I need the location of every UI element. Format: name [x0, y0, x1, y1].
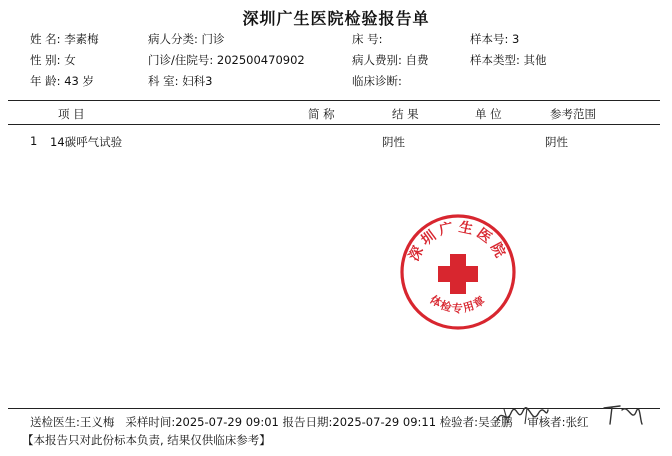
sample-type-field: [470, 53, 547, 67]
sample-time-value: 2025-07-29 09:01: [175, 415, 279, 429]
patient-category-field: [148, 32, 225, 46]
category-value: 门诊: [201, 32, 225, 46]
reviewer-signature: [600, 402, 644, 428]
diagnosis-label: 临床诊断:: [352, 74, 402, 88]
visit-value: 202500470902: [216, 53, 305, 67]
department-value: 妇科3: [182, 74, 213, 88]
sample-number-field: [470, 32, 519, 46]
seal-top-text: 深圳广生医院: [406, 219, 510, 264]
bed-field: [352, 32, 383, 46]
report-date-label: 报告日期:: [282, 415, 333, 429]
table-top-divider: [8, 100, 660, 101]
row-number: 1: [30, 134, 38, 148]
header-unit: 单 位: [475, 107, 502, 121]
report-title: 深圳广生医院检验报告单: [242, 9, 430, 28]
sex-label: 性 别:: [30, 53, 61, 67]
sample-number-value: 3: [512, 32, 520, 46]
header-result: 结 果: [392, 107, 419, 121]
report-disclaimer: 【本报告只对此份标本负责, 结果仅供临床参考】: [22, 433, 271, 447]
category-label: 病人分类:: [148, 32, 198, 46]
visit-number-field: [148, 53, 305, 67]
hospital-seal-stamp: [398, 212, 518, 332]
patient-sex-field: [30, 53, 76, 67]
department-field: [148, 74, 213, 88]
tester-label: 检验者:: [439, 415, 479, 429]
row-item: 14碳呼气试验: [50, 135, 123, 149]
bed-label: 床 号:: [352, 32, 383, 46]
header-abbreviation: 简 称: [308, 107, 335, 121]
name-value: 李素梅: [64, 32, 99, 46]
sample-number-label: 样本号:: [470, 32, 509, 46]
header-reference-range: 参考范围: [550, 107, 596, 121]
header-item: 项 目: [58, 107, 85, 121]
patient-age-field: [30, 74, 94, 88]
fee-type-field: [352, 53, 429, 67]
row-result: 阴性: [382, 135, 405, 149]
sample-type-value: 其他: [523, 53, 547, 67]
doctor-label: 送检医生:: [30, 415, 80, 429]
patient-name-field: [30, 32, 99, 46]
clinical-diagnosis-field: [352, 74, 402, 88]
footer-divider: [8, 408, 660, 409]
tester-value: 吴金鹏: [478, 415, 513, 429]
age-value: 43 岁: [64, 74, 94, 88]
fee-label: 病人费别:: [352, 53, 402, 67]
sex-value: 女: [64, 53, 76, 67]
red-cross-icon: [438, 254, 478, 294]
sample-type-label: 样本类型:: [470, 53, 520, 67]
table-header-divider: [8, 124, 660, 125]
fee-value: 自费: [405, 53, 429, 67]
age-label: 年 龄:: [30, 74, 61, 88]
reviewer-label: 审核者:: [527, 415, 566, 429]
tester-signature: [494, 403, 550, 429]
seal-bottom-text: 体检专用章: [427, 292, 489, 316]
report-date-value: 2025-07-29 09:11: [332, 415, 437, 429]
visit-label: 门诊/住院号:: [148, 53, 214, 67]
sample-time-label: 采样时间:: [125, 415, 176, 429]
department-label: 科 室:: [148, 74, 179, 88]
doctor-value: 王义梅: [79, 415, 115, 429]
reviewer-value: 张红: [565, 415, 589, 429]
row-reference-range: 阴性: [545, 135, 568, 149]
name-label: 姓 名:: [30, 32, 61, 46]
